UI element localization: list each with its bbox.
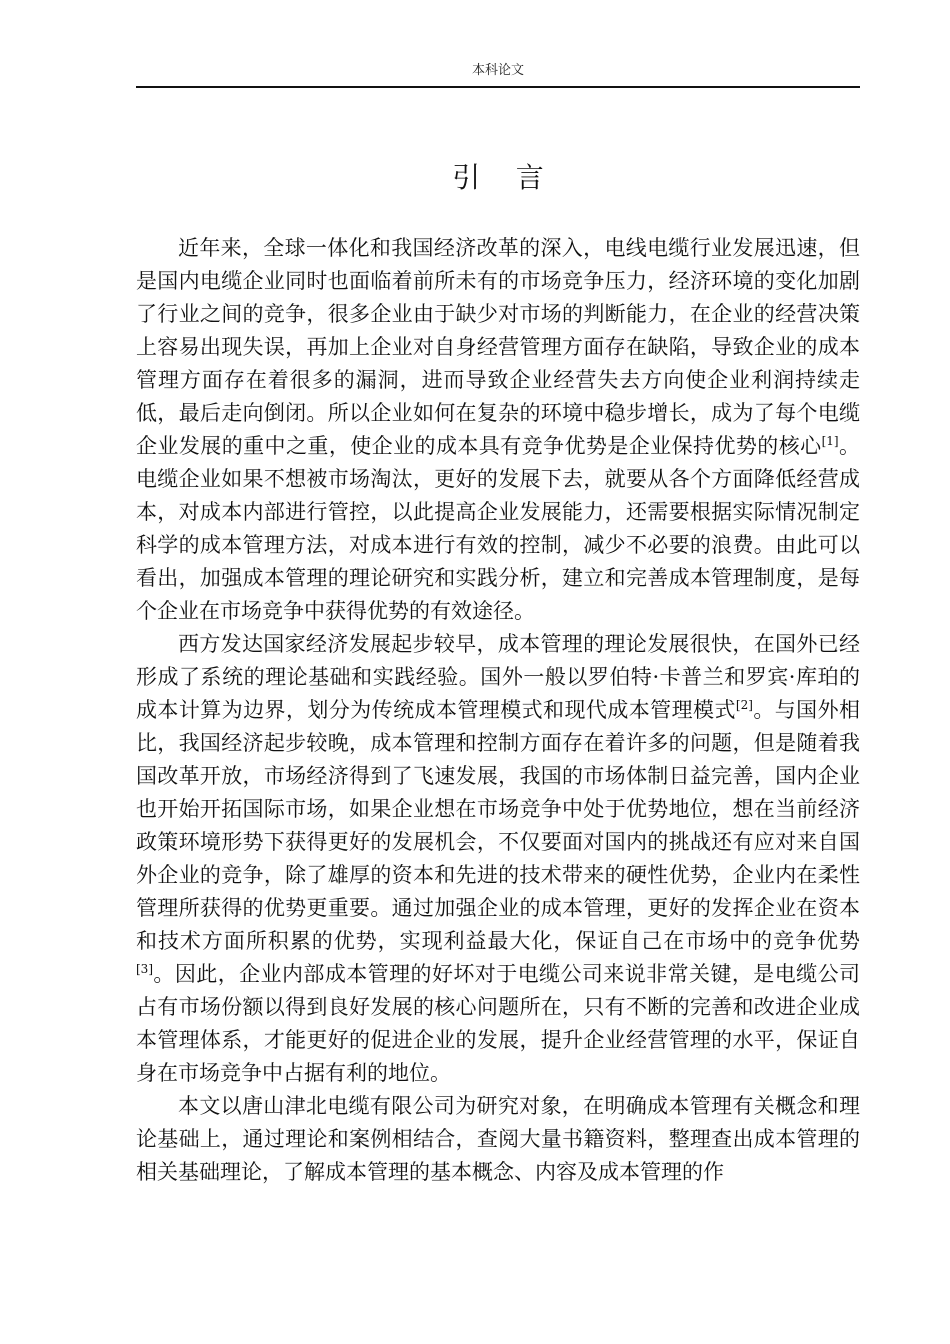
running-header: 本科论文 — [471, 63, 524, 78]
body-text — [136, 232, 860, 1189]
section-title: 引 言 — [452, 161, 544, 194]
paragraph-text: 。因此，企业内部成本管理的好坏对于电缆公司来说非常关键，是电缆公司占有市场份额以得到良好发展的核心问题所在，只有不断的完善和改进企业成本管理体系，才能更好的促进企业的发展，提升企业经营管理的水平，保证自身在市场竞争中占据有利的地位。 — [136, 962, 860, 1085]
paragraph-2 — [136, 628, 860, 1090]
paragraph-text: 本文以唐山津北电缆有限公司为研究对象，在明确成本管理有关概念和理论基础上，通过理论和案例相结合，查阅大量书籍资料，整理查出成本管理的相关基础理论，了解成本管理的基本概念、内容及成本管理的作 — [136, 1094, 860, 1184]
paragraph-text: 近年来，全球一体化和我国经济改革的深入，电线电缆行业发展迅速，但是国内电缆企业同时也面临着前所未有的市场竞争压力，经济环境的变化加剧了行业之间的竞争，很多企业由于缺少对市场的判断能力，在企业的经营决策上容易出现失误，再加上企业对自身经营管理方面存在缺陷，导致企业的成本管理方面存在着很多的漏洞，进而导致企业经营失去方向使企业利润持续走低，最后走向倒闭。所以企业如何在复杂的环境中稳步增长，成为了每个电缆企业发展的重中之重，使企业的成本具有竞争优势是企业保持优势的核心 — [136, 236, 860, 458]
header-rule — [136, 86, 860, 88]
paragraph-text: 西方发达国家经济发展起步较早，成本管理的理论发展很快，在国外已经形成了系统的理论基础和实践经验。国外一般以罗伯特·卡普兰和罗宾·库珀的成本计算为边界，划分为传统成本管理模式和现代成本管理模式 — [136, 632, 860, 722]
citation-marker: [3] — [136, 962, 153, 976]
paragraph-text: 。与国外相比，我国经济起步较晚，成本管理和控制方面存在着许多的问题，但是随着我国改革开放，市场经济得到了飞速发展，我国的市场体制日益完善，国内企业也开始开拓国际市场，如果企业想在市场竞争中处于优势地位，想在当前经济政策环境形势下获得更好的发展机会，不仅要面对国内的挑战还有应对来自国外企业的竞争，除了雄厚的资本和先进的技术带来的硬性优势，企业内在柔性管理所获得的优势更重要。通过加强企业的成本管理，更好的发挥企业在资本和技术方面所积累的优势，实现利益最大化，保证自己在市场中的竞争优势 — [136, 698, 861, 953]
citation-marker: [2] — [735, 698, 753, 712]
citation-marker: [1] — [821, 434, 839, 448]
paragraph-text: 。电缆企业如果不想被市场淘汰，更好的发展下去，就要从各个方面降低经营成本，对成本内部进行管控，以此提高企业发展能力，还需要根据实际情况制定科学的成本管理方法，对成本进行有效的控制，减少不必要的浪费。由此可以看出，加强成本管理的理论研究和实践分析，建立和完善成本管理制度，是每个企业在市场竞争中获得优势的有效途径。 — [136, 434, 861, 623]
paragraph-3 — [136, 1090, 860, 1189]
paragraph-1 — [136, 232, 860, 628]
